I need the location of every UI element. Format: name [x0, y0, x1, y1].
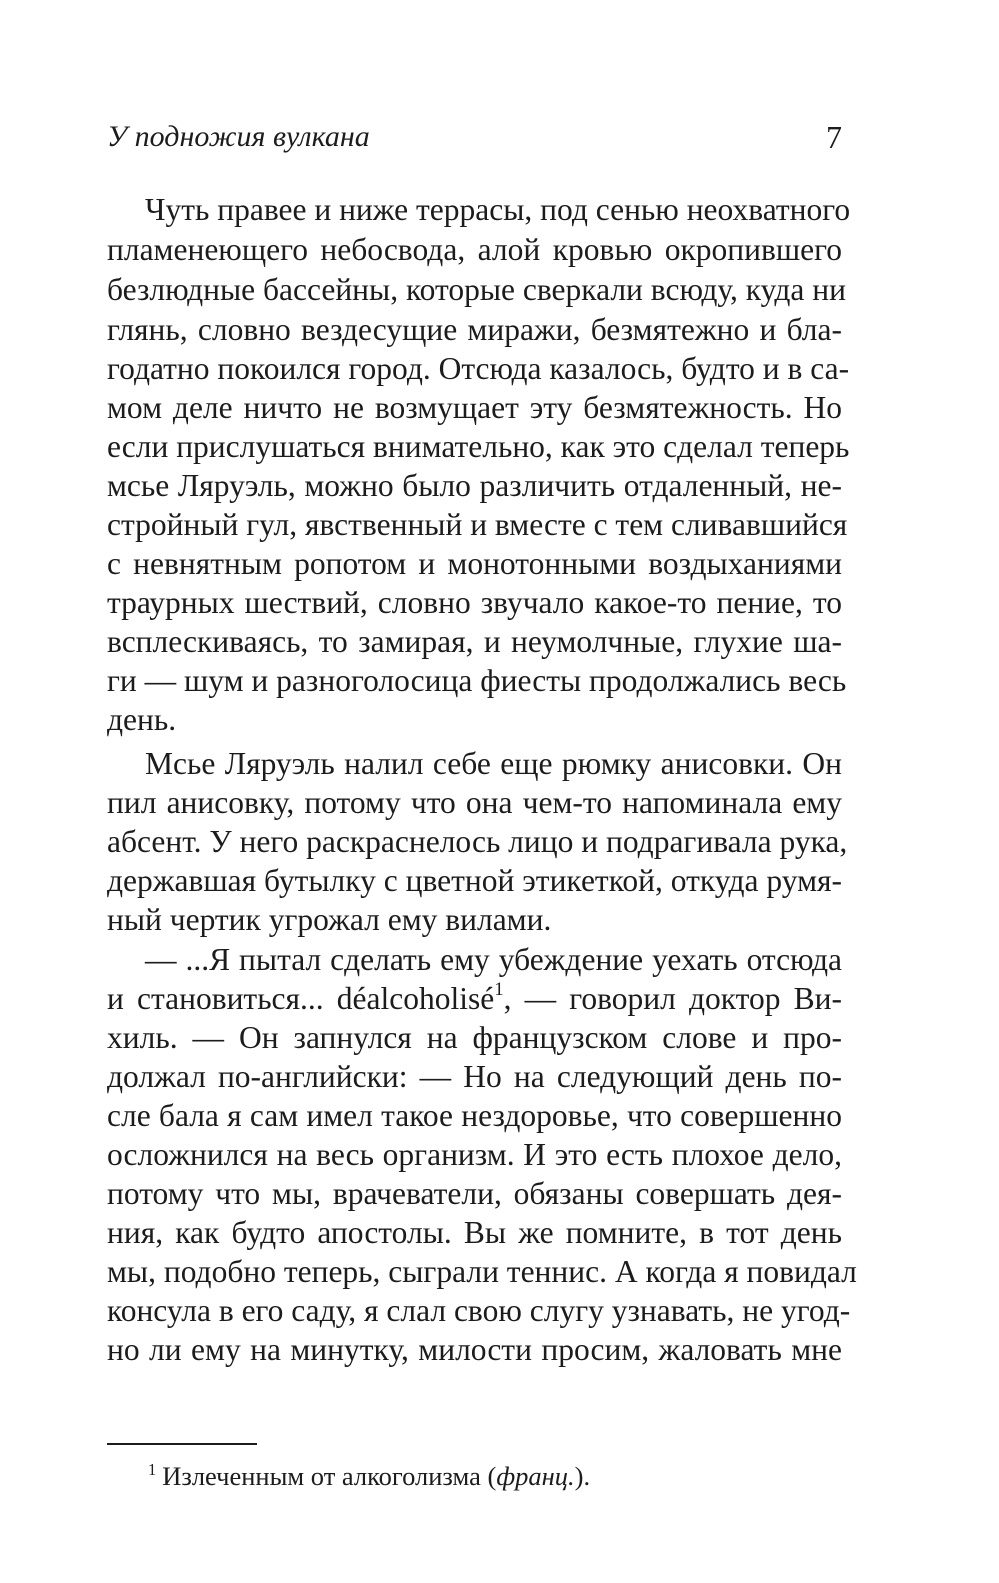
- footnote-text-end: ).: [574, 1461, 591, 1491]
- footnote-rule: [107, 1443, 257, 1445]
- text-line: мы, подобно теперь, сыграли теннис. А когда я повидал: [107, 1254, 857, 1289]
- text-line: но ли ему на минутку, милости просим, жаловать мне: [107, 1332, 842, 1367]
- text-line: годатно покоился город. Отсюда казалось, будто и в са-: [107, 351, 850, 386]
- text-line: если прислушаться внимательно, как это сделал теперь: [107, 429, 850, 464]
- text-line: державшая бутылку с цветной этикеткой, откуда румя-: [107, 863, 842, 898]
- text-line: потому что мы, врачеватели, обязаны совершать дея-: [107, 1176, 842, 1211]
- text-line: хиль. — Он запнулся на французском слове и про-: [107, 1020, 842, 1055]
- text-line: Чуть правее и ниже террасы, под сенью неохватного: [145, 192, 851, 227]
- text-line: пил анисовку, потому что она чем-то напоминала ему: [107, 785, 842, 820]
- footnote-reference: 1: [494, 978, 504, 1000]
- text-line: — ...Я пытал сделать ему убеждение уехать отсюда: [145, 942, 842, 977]
- footnote-text: Излеченным от алкоголизма (: [162, 1461, 497, 1491]
- text-line: консула в его саду, я слал свою слугу узнавать, не угод-: [107, 1293, 851, 1328]
- text-line-with-footnote-ref: [107, 979, 842, 1019]
- footnote: [148, 1458, 590, 1494]
- text-line: мом деле ничто не возмущает эту безмятежность. Но: [107, 390, 842, 425]
- text-line: мсье Ляруэль, можно было различить отдаленный, не-: [107, 468, 842, 503]
- text-line: безлюдные бассейны, которые сверкали всюду, куда ни: [107, 272, 846, 307]
- text-line: день.: [107, 702, 177, 737]
- text-line: Мсье Ляруэль налил себе еще рюмку анисовки. Он: [145, 746, 842, 781]
- text-line: глянь, словно вездесущие миражи, безмятежно и бла-: [107, 312, 842, 347]
- text-line: всплескиваясь, то замирая, и неумолчные, глухие ша-: [107, 624, 842, 659]
- text-line: траурных шествий, словно звучало какое-то пение, то: [107, 585, 842, 620]
- page-number: 7: [826, 119, 842, 155]
- text-line: с невнятным ропотом и монотонными воздыханиями: [107, 546, 842, 581]
- text-line: стройный гул, явственный и вместе с тем сливавшийся: [107, 507, 848, 542]
- text-line: осложнился на весь организм. И это есть плохое дело,: [107, 1137, 842, 1172]
- running-header-title: У подножия вулкана: [107, 120, 370, 153]
- text-line: ный чертик угрожал ему вилами.: [107, 902, 552, 937]
- footnote-italic: франц.: [496, 1461, 575, 1491]
- text-line: сле бала я сам имел такое нездоровье, что совершенно: [107, 1098, 842, 1133]
- text-line: абсент. У него раскраснелось лицо и подрагивала рука,: [107, 824, 848, 859]
- text-line: должал по-английски: — Но на следующий день по-: [107, 1059, 842, 1094]
- text-line: пламенеющего небосвода, алой кровью окропившего: [107, 232, 842, 267]
- text-line: ния, как будто апостолы. Вы же помните, в тот день: [107, 1215, 842, 1250]
- text-line: ги — шум и разноголосица фиесты продолжались весь: [107, 663, 847, 698]
- footnote-mark: 1: [148, 1460, 157, 1480]
- text-fragment: и становиться... déalcoholisé: [107, 981, 495, 1016]
- text-fragment: , — говорил доктор Ви-: [503, 981, 842, 1016]
